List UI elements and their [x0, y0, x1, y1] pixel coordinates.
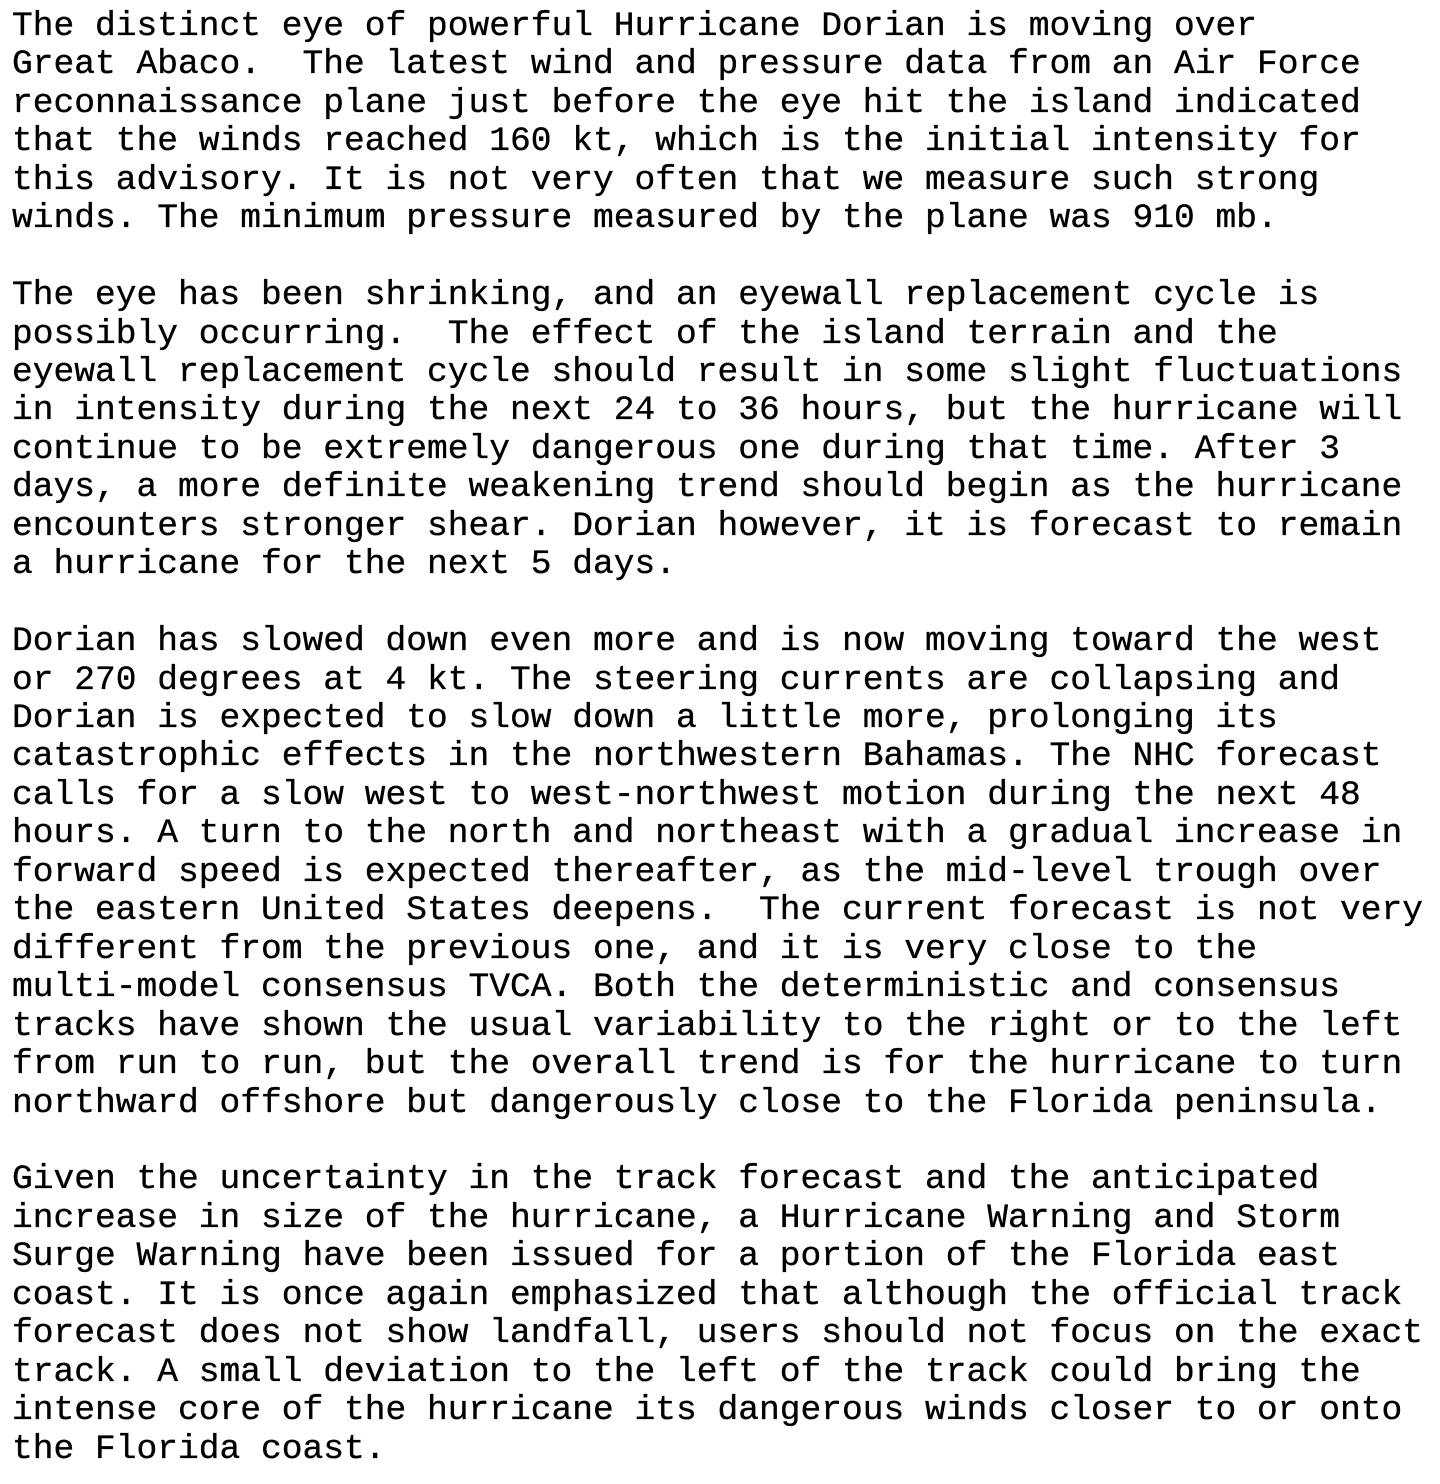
paragraph-motion: Dorian has slowed down even more and is now moving toward the west or 270 degrees at 4 kt. The steering currents are collapsing and Dorian is expected to slow down a little more, prolonging its catastrophic effects in the northwestern Bahamas. The NHC forecast calls for a slow west to west-northwest motion during the next 48 hours. A turn to the north and northeast with a gradual increase in forward speed is expected thereafter, as the mid-level trough over the eastern United States deepens. The current forecast is not very different from the previous one, and it is very close to the multi-model consensus TVCA. Both the deterministic and consensus tracks have shown the usual variability to the right or to the left from run to run, but the overall trend is for the hurricane to turn northward offshore but dangerously close to the Florida peninsula.: [12, 622, 1424, 1123]
paragraph-warnings: Given the uncertainty in the track forecast and the anticipated increase in size of the hurricane, a Hurricane Warning and Storm Surge Warning have been issued for a portion of the Florida east coast. It is once again emphasized that although the official track forecast does not show landfall, users should not focus on the exact track. A small deviation to the left of the track could bring the intense core of the hurricane its dangerous winds closer to or onto the Florida coast.: [12, 1160, 1424, 1469]
forecast-discussion: [12, 8, 1440, 1469]
paragraph-eyewall: The eye has been shrinking, and an eyewall replacement cycle is possibly occurring. The effect of the island terrain and the eyewall replacement cycle should result in some slight fluctuations in intensity during the next 24 to 36 hours, but the hurricane will continue to be extremely dangerous one during that time. After 3 days, a more definite weakening trend should begin as the hurricane encounters stronger shear. Dorian however, it is forecast to remain a hurricane for the next 5 days.: [12, 276, 1403, 585]
paragraph-intensity: The distinct eye of powerful Hurricane Dorian is moving over Great Abaco. The latest wind and pressure data from an Air Force reconnaissance plane just before the eye hit the island indicated that the winds reached 160 kt, which is the initial intensity for this advisory. It is not very often that we measure such strong winds. The minimum pressure measured by the plane was 910 mb.: [12, 7, 1361, 239]
